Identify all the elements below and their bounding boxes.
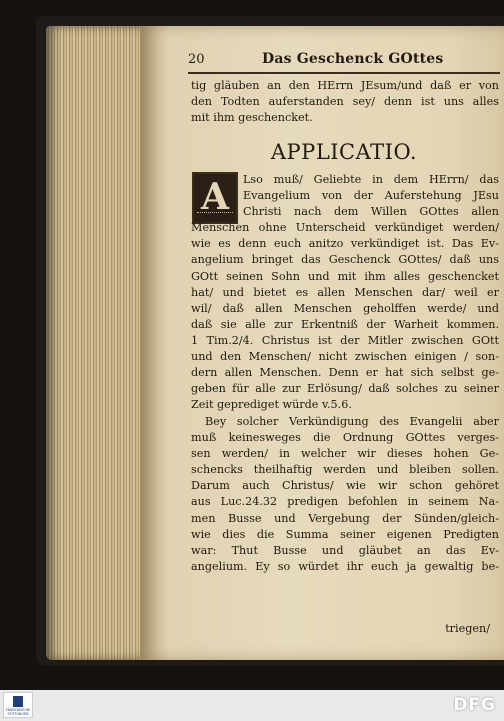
text-line: men Busse und Vergebung der Sünden/gleich- xyxy=(191,511,499,525)
text-line: tig gläuben an den HErrn JEsum/und daß er von xyxy=(191,79,499,92)
text-line: war: Thut Busse und gläubet an das Ev- xyxy=(191,543,499,557)
text-line: 1 Tim.2/4. Christus ist der Mitler zwischen GOtt xyxy=(191,333,499,347)
text-line: sen werden/ in welcher wir dieses hohen Ge- xyxy=(191,447,499,461)
text-line: wie dies die Summa seiner eigenen Predigten xyxy=(191,527,499,541)
text-line: Christi nach dem Willen GOttes allen xyxy=(243,205,499,219)
text-line: daß sie alle zur Erkentniß der Warheit kommen. xyxy=(191,317,499,331)
header-rule xyxy=(188,72,500,74)
text-line: muß keinesweges die Ordnung GOttes verges- xyxy=(191,431,499,445)
text-line: Zeit geprediget würde v.5.6. xyxy=(191,398,352,412)
text-line: Menschen ohne Unterscheid verkündiget werden/ xyxy=(191,221,499,235)
page-edges xyxy=(46,26,150,660)
text-line: angelium. Ey so würdet ihr euch ja gewaltig be- xyxy=(191,559,499,573)
franckesche-stiftungen-logo[interactable] xyxy=(3,692,33,718)
top-paragraph xyxy=(191,78,499,126)
paragraph-verkuendigung xyxy=(191,414,499,575)
logo-emblem-icon xyxy=(13,696,23,707)
text-line: Bey solcher Verkündigung des Evangelii aber xyxy=(205,415,499,428)
text-line: und den Menschen/ nicht zwischen einigen / son- xyxy=(191,350,499,364)
catchword: triegen/ xyxy=(445,622,490,635)
running-title: Das Geschenck GOttes xyxy=(262,51,444,67)
text-line: den Todten auferstanden sey/ denn ist uns alles xyxy=(191,95,499,109)
viewer-footer-bar xyxy=(0,690,504,721)
text-line: schencks theilhaftig werden und bleiben sollen. xyxy=(191,463,499,477)
logo-text: FRANCKESCHE STIFTUNGEN xyxy=(5,708,31,716)
text-line: hat/ und bietet es allen Menschen dar/ weil er xyxy=(191,285,499,299)
text-line: wie es denn euch anitzo verkündiget ist. Das Ev- xyxy=(191,237,499,251)
text-line: geben für alle zur Erlösung/ daß solches zu seiner xyxy=(191,382,499,396)
text-line: Lso muß/ Geliebte in dem HErrn/ das xyxy=(243,173,499,186)
text-line: Darum auch Christus/ wie wir schon gehöret xyxy=(191,479,499,493)
dfg-logo[interactable]: DFG xyxy=(453,695,496,715)
initial-letter: A xyxy=(201,176,229,218)
text-line: aus Luc.24.32 predigen befohlen in seinem Na- xyxy=(191,495,499,509)
text-line: mit ihm geschencket. xyxy=(191,111,313,125)
text-line: GOtt seinen Sohn und mit ihm alles geschencket xyxy=(191,269,499,283)
page-number: 20 xyxy=(188,52,205,67)
section-heading: APPLICATIO. xyxy=(270,140,418,164)
running-header xyxy=(188,52,500,72)
text-line: wil/ daß allen Menschen geholffen werde/ und xyxy=(191,301,499,315)
text-line: Evangelium von der Auferstehung JEsu xyxy=(243,189,499,203)
paragraph-applicatio xyxy=(191,172,499,413)
text-line: dern allen Menschen. Denn er hat sich selbst ge- xyxy=(191,366,499,380)
text-line: angelium bringet das Geschenck GOttes/ daß uns xyxy=(191,253,499,267)
